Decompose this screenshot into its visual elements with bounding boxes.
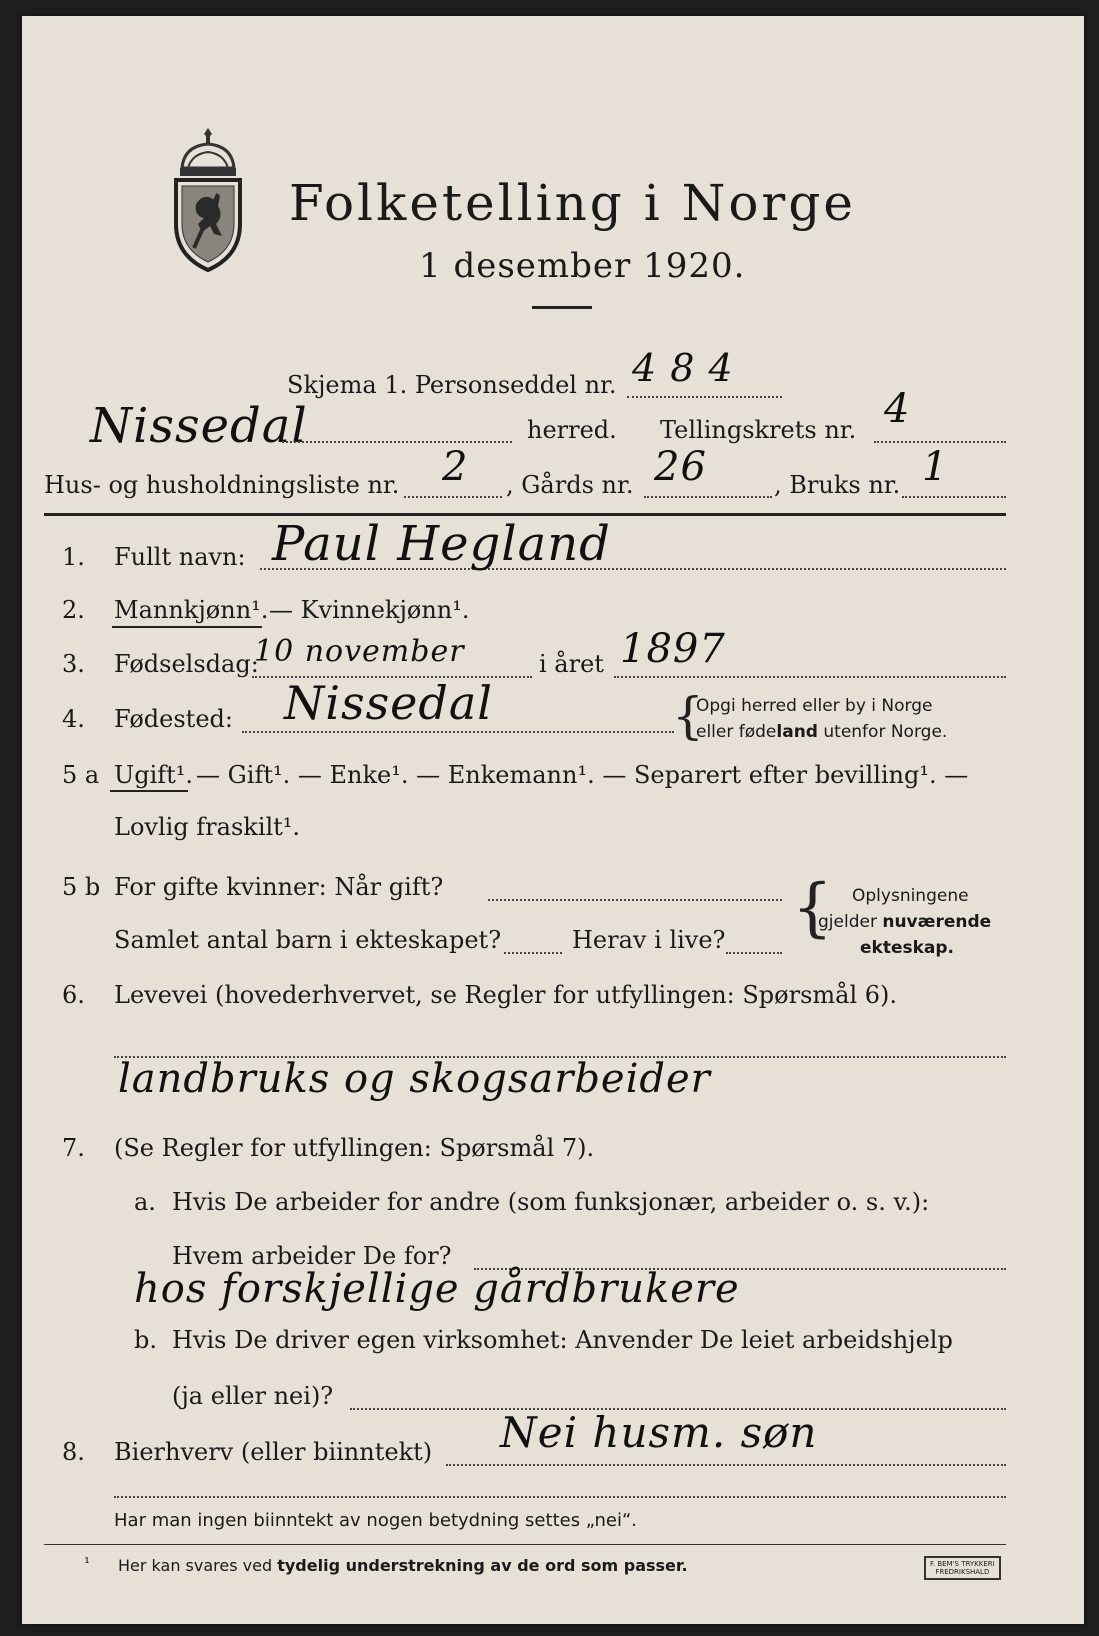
q1-full-name[interactable]: Paul Hegland bbox=[272, 516, 611, 572]
q5b-alive-line bbox=[726, 952, 782, 954]
q5b-married-line bbox=[488, 899, 782, 901]
printer-stamp bbox=[924, 1556, 1001, 1580]
q2-female-option[interactable]: — Kvinnekjønn¹. bbox=[269, 596, 470, 624]
stamp-line1: F. BEM'S TRYKKERI bbox=[930, 1560, 995, 1568]
q7a-label: Hvis De arbeider for andre (som funksjonær, arbeider o. s. v.): bbox=[172, 1188, 930, 1216]
q7-number: 7. bbox=[62, 1134, 85, 1162]
q7a-employer[interactable]: hos forskjellige gårdbrukere bbox=[134, 1266, 740, 1312]
bruks-nr[interactable]: 1 bbox=[922, 444, 949, 490]
q7a-letter: a. bbox=[134, 1188, 156, 1216]
footnote-marker: ¹ bbox=[84, 1554, 91, 1572]
q2-male-option[interactable]: Mannkjønn¹. bbox=[114, 596, 269, 624]
stamp-line2: FREDRIKSHALD bbox=[935, 1568, 990, 1576]
q7b-label: Hvis De driver egen virksomhet: Anvender De leiet arbeidshjelp bbox=[172, 1326, 953, 1354]
q7a-employer-label: Hvem arbeider De for? bbox=[172, 1242, 452, 1270]
personseddel-line bbox=[627, 396, 782, 398]
q5b-number: 5 b bbox=[62, 873, 101, 901]
footnote-text: Her kan svares ved tydelig understrekning av de ord som passer. bbox=[118, 1556, 688, 1575]
q3-birth-year[interactable]: 1897 bbox=[620, 626, 726, 672]
q4-number: 4. bbox=[62, 705, 85, 733]
q4-birthplace[interactable]: Nissedal bbox=[284, 676, 493, 730]
q3-birth-day[interactable]: 10 november bbox=[254, 634, 465, 669]
tellingskrets-line bbox=[874, 441, 1006, 443]
q5a-ugift-option[interactable]: Ugift¹. bbox=[114, 761, 194, 789]
q5b-brace: { bbox=[792, 871, 833, 945]
q1-label: Fullt navn: bbox=[114, 543, 246, 571]
bruks-label: , Bruks nr. bbox=[774, 471, 901, 499]
q5a-ugift-underline bbox=[110, 790, 188, 792]
bruks-line bbox=[902, 496, 1006, 498]
q5a-other-options[interactable]: — Gift¹. — Enke¹. — Enkemann¹. — Separert efter bevilling¹. — bbox=[196, 761, 969, 789]
title-divider bbox=[532, 306, 592, 309]
q5a-fraskilt-option[interactable]: Lovlig fraskilt¹. bbox=[114, 813, 301, 841]
herred-line bbox=[282, 441, 512, 443]
q2-male-underline bbox=[112, 626, 262, 628]
q7-label: (Se Regler for utfyllingen: Spørsmål 7). bbox=[114, 1134, 595, 1162]
q3-number: 3. bbox=[62, 650, 85, 678]
q4-line bbox=[242, 731, 674, 733]
q4-note-line2: eller fødeland utenfor Norge. bbox=[696, 722, 948, 742]
tellingskrets-nr[interactable]: 4 bbox=[884, 386, 911, 432]
q5a-number: 5 a bbox=[62, 761, 100, 789]
q7b-hire-label: (ja eller nei)? bbox=[172, 1382, 334, 1410]
coat-of-arms-icon bbox=[170, 124, 246, 274]
hus-nr[interactable]: 2 bbox=[442, 444, 469, 490]
q4-brace: { bbox=[672, 687, 704, 745]
form-title: Folketelling i Norge bbox=[289, 174, 856, 232]
census-date: 1 desember 1920. bbox=[419, 246, 746, 286]
q3-year-label: i året bbox=[539, 650, 604, 678]
q4-label: Fødested: bbox=[114, 705, 233, 733]
q6-label: Levevei (hovederhvervet, se Regler for utfyllingen: Spørsmål 6). bbox=[114, 981, 898, 1009]
q6-occupation[interactable]: landbruks og skogsarbeider bbox=[118, 1056, 711, 1102]
herred-label: herred. bbox=[527, 416, 617, 444]
q5b-alive-label: Herav i live? bbox=[572, 926, 726, 954]
q8-line-2 bbox=[114, 1496, 1006, 1498]
gards-label: , Gårds nr. bbox=[506, 471, 634, 499]
herred-value[interactable]: Nissedal bbox=[90, 398, 308, 454]
census-form-sheet bbox=[22, 16, 1084, 1624]
q5b-label: For gifte kvinner: Når gift? bbox=[114, 873, 444, 901]
q3-year-line bbox=[614, 676, 1006, 678]
q5b-children-label: Samlet antal barn i ekteskapet? bbox=[114, 926, 502, 954]
q7b-letter: b. bbox=[134, 1326, 157, 1354]
hus-line bbox=[404, 496, 502, 498]
q8-side-income[interactable]: Nei husm. søn bbox=[500, 1408, 818, 1457]
footer-rule bbox=[44, 1544, 1006, 1545]
q8-line-1 bbox=[446, 1464, 1006, 1466]
q5b-note-line2: gjelder nuværende bbox=[818, 912, 992, 932]
q5b-children-line bbox=[504, 952, 562, 954]
gards-line bbox=[644, 496, 772, 498]
q4-note-line1: Opgi herred eller by i Norge bbox=[696, 696, 933, 716]
q2-number: 2. bbox=[62, 596, 85, 624]
personseddel-nr[interactable]: 4 8 4 bbox=[632, 346, 734, 390]
q1-number: 1. bbox=[62, 543, 85, 571]
q5b-note-line1: Oplysningene bbox=[852, 886, 969, 906]
hus-label: Hus- og husholdningsliste nr. bbox=[44, 471, 400, 499]
q5b-note-line3: ekteskap. bbox=[860, 938, 955, 958]
tellingskrets-label: Tellingskrets nr. bbox=[660, 416, 857, 444]
q8-number: 8. bbox=[62, 1438, 85, 1466]
q8-note: Har man ingen biinntekt av nogen betydning settes „nei“. bbox=[114, 1510, 638, 1531]
q6-number: 6. bbox=[62, 981, 85, 1009]
skjema-label: Skjema 1. Personseddel nr. bbox=[287, 371, 617, 399]
q3-label: Fødselsdag: bbox=[114, 650, 259, 678]
gards-nr[interactable]: 26 bbox=[654, 444, 707, 490]
q8-label: Bierhverv (eller biinntekt) bbox=[114, 1438, 433, 1466]
